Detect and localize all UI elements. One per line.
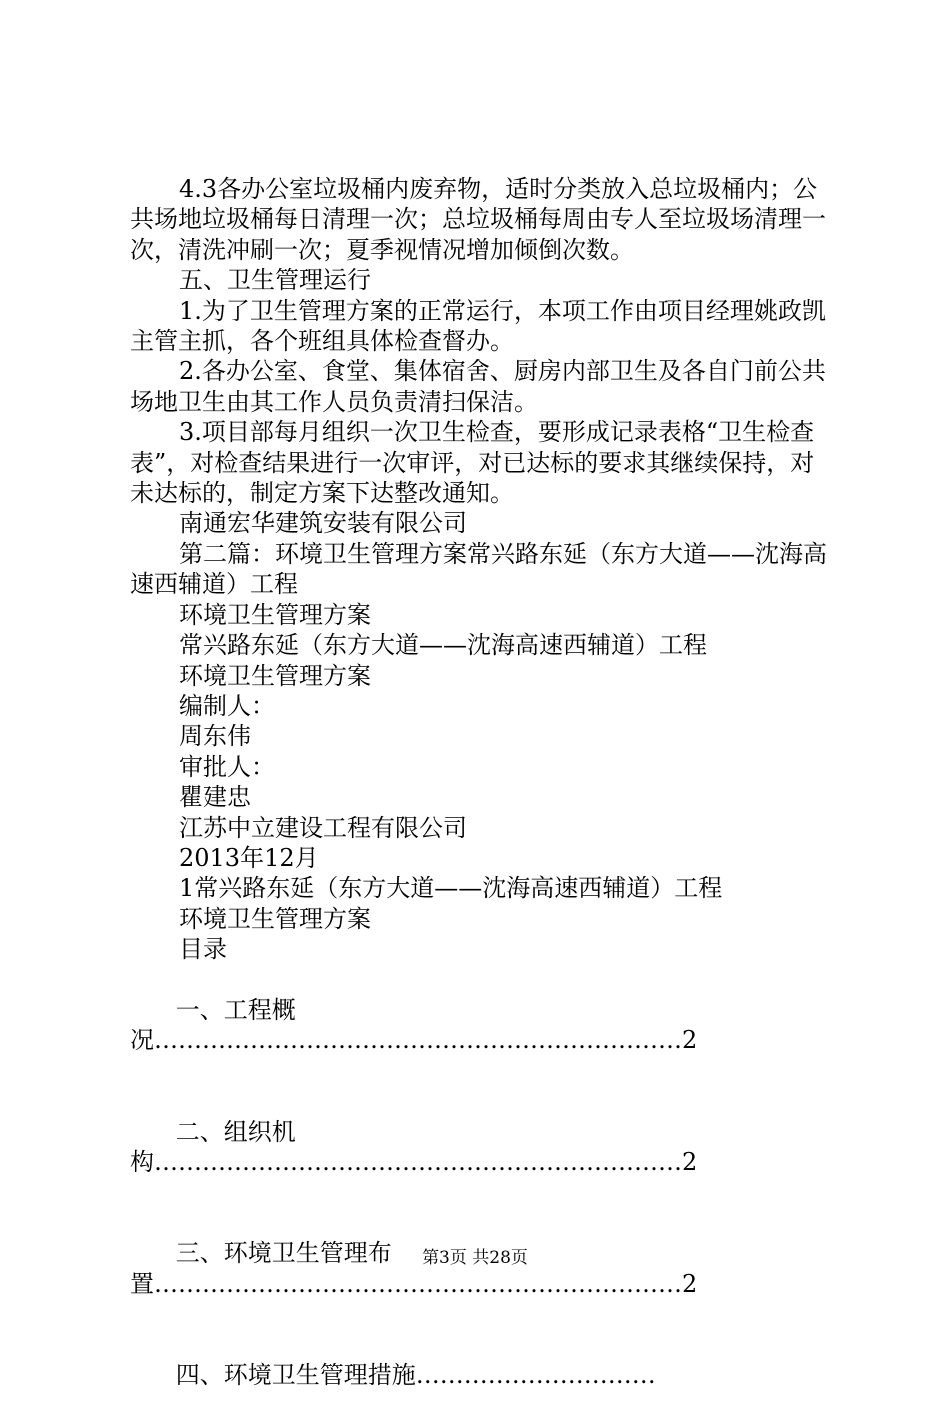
text-line: 周东伟 [179, 722, 251, 751]
toc-entry-title: 三、环境卫生管理布置 [130, 1239, 392, 1298]
text-line: 环境卫生管理方案 [179, 661, 371, 690]
toc-entry-title: 四、环境卫生管理措施 [175, 1360, 416, 1389]
toc-entry [130, 1208, 830, 1330]
section-heading: 五、卫生管理运行 [179, 266, 371, 295]
toc-entry-title: 二、组织机构 [130, 1117, 296, 1176]
text-line: 编制人： [179, 691, 275, 720]
toc-entry-page: 2 [682, 1026, 698, 1055]
company-name: 南通宏华建筑安装有限公司 [179, 509, 467, 538]
toc-leader-dots: ………………………………………………………… [154, 1026, 682, 1055]
chapter-title: 第二篇：环境卫生管理方案常兴路东延（东方大道——沈海高速西辅道）工程 [130, 539, 827, 599]
toc-entry [130, 1329, 830, 1420]
toc-leader-dots: ………………………… [415, 1360, 656, 1389]
text-line: 瞿建忠 [179, 783, 251, 812]
page-footer: 第3页 共28页 [422, 1248, 528, 1268]
text-line: 常兴路东延（东方大道——沈海高速西辅道）工程 [179, 631, 707, 660]
toc-heading: 目录 [179, 935, 227, 964]
toc-entry-title: 一、工程概况 [130, 995, 296, 1055]
text-line: 环境卫生管理方案 [179, 904, 371, 933]
text-line: 环境卫生管理方案 [179, 600, 371, 629]
text-line: 审批人： [179, 752, 275, 781]
text-line: 1常兴路东延（东方大道——沈海高速西辅道）工程 [179, 874, 723, 903]
toc-entry-page: 2 [682, 1148, 698, 1176]
paragraph: 2.各办公室、食堂、集体宿舍、厨房内部卫生及各自门前公共场地卫生由其工作人员负责清扫保洁。 [130, 357, 826, 416]
text-line: 2013年12月 [179, 843, 319, 872]
toc-entry [130, 1086, 830, 1208]
toc-leader-dots: ………………………………………………………… [154, 1148, 682, 1176]
document-body [130, 174, 830, 1421]
text-line: 江苏中立建设工程有限公司 [179, 813, 467, 842]
toc-entry [130, 965, 830, 1087]
toc-entry-page: 2 [682, 1269, 698, 1298]
table-of-contents [130, 965, 830, 1421]
toc-leader-dots: ………………………………………………………… [154, 1269, 682, 1298]
paragraph: 3.项目部每月组织一次卫生检查，要形成记录表格“卫生检查表”，对检查结果进行一次审评，对已达标的要求其继续保持，对未达标的，制定方案下达整改通知。 [130, 418, 815, 508]
paragraph: 4.3各办公室垃圾桶内废弃物，适时分类放入总垃圾桶内；公共场地垃圾桶每日清理一次；总垃圾桶每周由专人至垃圾场清理一次，清洗冲刷一次；夏季视情况增加倾倒次数。 [130, 175, 826, 264]
paragraph: 1.为了卫生管理方案的正常运行，本项工作由项目经理姚政凯主管主抓，各个班组具体检查督办。 [130, 296, 826, 356]
